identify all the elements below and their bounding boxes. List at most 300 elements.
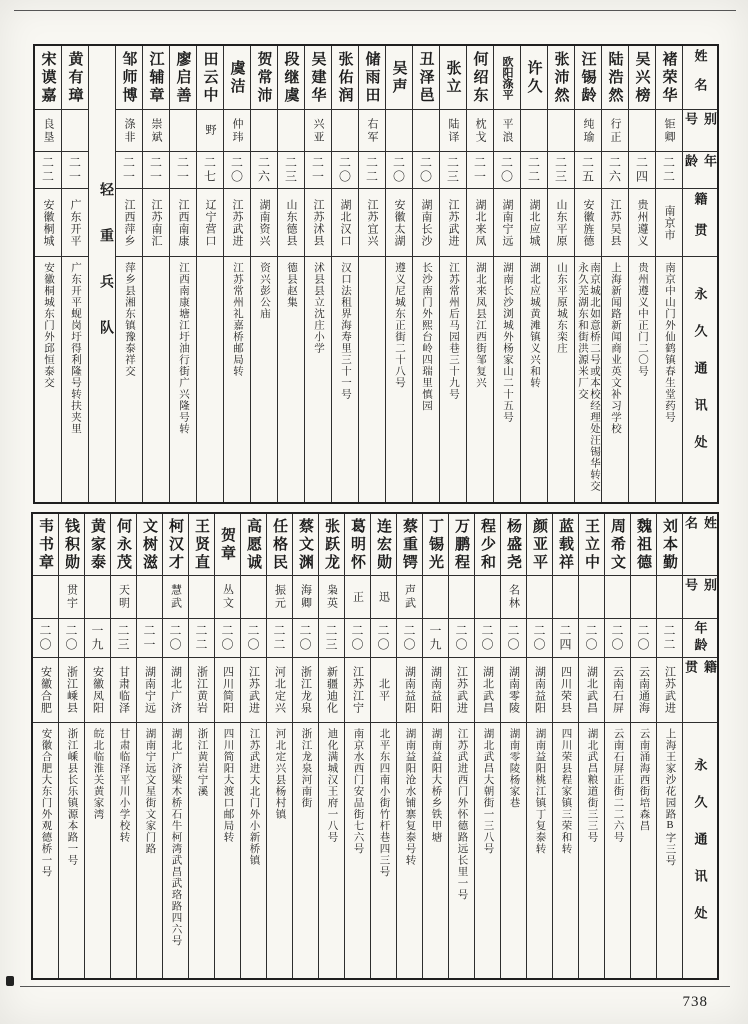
person-name [397,514,422,575]
person-alias [629,109,655,151]
person-origin-text: 江西萍乡 [123,198,135,247]
person-origin-text: 江苏武进 [455,666,468,714]
person-address-text: 江苏武进大北门外小新桥镇 [248,728,260,866]
person-name [527,514,552,575]
person-column [359,46,386,502]
person-name [494,46,520,109]
person-name [553,514,578,575]
person-address [449,722,474,978]
person-origin [170,188,196,256]
person-address-text: 四川简阳大渡口邮局转 [222,728,234,843]
person-name-text: 黄家泰 [89,517,105,572]
person-age [371,618,396,657]
person-address [575,256,601,502]
person-origin-text: 新疆迪化 [325,666,338,714]
person-alias-text: 涤非 [123,117,135,144]
person-column [251,46,278,502]
person-address [116,256,142,502]
person-name [475,514,500,575]
person-address-text: 湖北武昌大朝街一三八号 [482,728,494,855]
person-age [656,151,682,188]
person-alias [475,575,500,618]
person-address-text: 云南涌海西街培森昌 [638,728,650,832]
person-alias [332,109,358,151]
person-address [440,256,466,502]
person-name [575,46,601,109]
person-column [575,46,602,502]
person-name-text: 程少和 [479,517,495,572]
person-name-text: 丑泽邑 [417,50,434,105]
person-column [224,46,251,502]
person-age [359,151,385,188]
person-address-text: 沭县县立沈庄小学 [313,262,324,354]
person-origin [293,657,318,722]
person-age-text: 二六 [256,156,271,184]
person-origin [371,657,396,722]
person-alias [413,109,439,151]
person-age [413,151,439,188]
person-origin-text: 湖北应城 [528,198,540,247]
person-origin-text: 江苏江宁 [351,666,364,714]
person-origin-text: 湖北武昌 [585,666,598,714]
person-address [197,256,223,502]
person-age-text: 一九 [90,624,104,652]
person-address-text: 资兴彭公庙 [259,262,270,320]
page-number: 738 [682,994,708,1010]
person-name [170,46,196,109]
person-age-text: 二二 [364,156,379,184]
person-column [527,514,553,978]
person-name [657,514,682,575]
person-alias-text: 慧武 [169,584,182,610]
person-address [397,722,422,978]
person-address-text: 湖南长沙浏城外杨家山二十五号 [502,262,513,423]
person-origin [33,657,58,722]
scan-artifact-mark [6,976,14,986]
person-age [62,151,88,188]
person-name-text: 廖启善 [174,50,191,105]
person-address [59,722,84,978]
person-origin [656,188,682,256]
person-age-text: 二〇 [229,156,244,184]
person-alias [467,109,493,151]
person-column [386,46,413,502]
person-alias-text: 天明 [117,584,130,610]
person-name [267,514,292,575]
person-name-text: 杨盛尧 [505,517,521,572]
person-age [224,151,250,188]
person-age-text: 二二 [194,624,208,652]
person-origin-text: 浙江龙泉 [299,666,312,714]
person-column [215,514,241,978]
person-origin [345,657,370,722]
person-column [553,514,579,978]
column-header-alias [683,109,717,151]
person-name [319,514,344,575]
person-age [170,151,196,188]
person-address [521,256,547,502]
person-alias [224,109,250,151]
person-origin [116,188,142,256]
person-origin-text: 湖南长沙 [420,198,432,247]
person-age [575,151,601,188]
person-column [605,514,631,978]
person-address [494,256,520,502]
person-age-text: 二三 [116,624,130,652]
person-age-text: 二〇 [454,624,468,652]
person-age [111,618,136,657]
person-column [656,46,683,502]
person-name [449,514,474,575]
person-address [215,722,240,978]
person-origin-text: 云南石屏 [611,666,624,714]
person-origin [305,188,331,256]
person-column [371,514,397,978]
person-alias [345,575,370,618]
person-origin [241,657,266,722]
person-alias-text: 行正 [609,117,621,144]
person-origin-text: 湖北武昌 [481,666,494,714]
person-address [163,722,188,978]
person-age [143,151,169,188]
person-name [467,46,493,109]
person-address-text: 安徽合肥大东门外观德桥一号 [40,728,52,878]
person-column [111,514,137,978]
person-name [59,514,84,575]
person-column [423,514,449,978]
person-name-text: 万鹏程 [453,517,469,572]
person-age-text: 二〇 [610,624,624,652]
person-address [319,722,344,978]
column-header-age-text: 年龄 [683,154,717,171]
person-name [163,514,188,575]
person-name-text: 张佑润 [336,50,353,105]
person-origin [521,188,547,256]
person-origin-text: 山东德县 [285,198,297,247]
person-name [602,46,628,109]
column-header-origin [683,657,717,722]
person-age-text: 二七 [202,156,217,184]
person-name-text: 王立中 [583,517,599,572]
person-origin-text: 江苏武进 [231,198,243,247]
person-origin-text: 湖北汉口 [339,198,351,247]
person-origin-text: 北平 [377,678,390,702]
person-column [548,46,575,502]
person-alias-text: 兴亚 [312,117,324,144]
person-origin [332,188,358,256]
person-column [35,46,62,502]
person-origin-text: 广东开平 [69,198,81,247]
person-alias [197,109,223,151]
top-border-rule [14,10,736,11]
person-age [423,618,448,657]
person-name-text: 陆浩然 [606,50,623,105]
person-address-text: 南京中山门外仙鹤镇春生堂药号 [664,262,675,423]
person-origin-text: 江苏武进 [447,198,459,247]
person-alias-text: 枭英 [325,584,338,610]
person-address [278,256,304,502]
person-address [413,256,439,502]
person-address-text: 湖北武昌粮道街三三号 [586,728,598,843]
person-address [629,256,655,502]
person-origin [494,188,520,256]
column-header-origin [683,188,717,256]
person-age [293,618,318,657]
person-name-text: 连宏勋 [375,517,391,572]
person-alias-text: 良垦 [42,117,54,144]
person-address-text: 迪化满城汉王府一八号 [326,728,338,843]
person-address-text: 上海新闻路新闻商业英文补习学校 [610,262,621,435]
person-origin-text: 湖北广济 [169,666,182,714]
person-address [332,256,358,502]
person-age [521,151,547,188]
person-name-text: 韦书章 [37,517,53,572]
person-column [170,46,197,502]
person-alias [189,575,214,618]
person-address-text: 江西南康塘江圩油行街广兴隆号转 [178,262,189,435]
person-address-text: 江苏常州后马园巷三十九号 [448,262,459,400]
person-age [163,618,188,657]
person-address [548,256,574,502]
person-name [605,514,630,575]
person-address-text: 遵义尼城东正街二十八号 [394,262,405,389]
column-header-name-text: 姓名 [692,48,708,107]
person-address-text: 北平东四南小街竹杆巷四三号 [378,728,390,878]
person-alias [579,575,604,618]
person-age-text: 二〇 [298,624,312,652]
person-address-text: 湖南益阳桃江镇丁复泰转 [534,728,546,855]
person-address-text: 南京城北如意桥二号或本校经理处汪锡华转交永久芜湖东和街洪源米厂交 [577,262,600,492]
person-name-text: 蓝载祥 [557,517,573,572]
person-alias [423,575,448,618]
person-alias-text: 仲玮 [231,117,243,144]
person-age [440,151,466,188]
person-age [85,618,110,657]
person-origin [631,657,656,722]
person-name-text: 褚荣华 [660,50,677,105]
person-name-text: 贺常沛 [255,50,272,105]
person-age [605,618,630,657]
person-age [215,618,240,657]
person-address [345,722,370,978]
person-name-text: 钱积勋 [63,517,79,572]
person-address-text: 湖南益阳沧水铺寨复泰号转 [404,728,416,866]
person-origin-text: 湖南资兴 [258,198,270,247]
person-address [267,722,292,978]
person-name [423,514,448,575]
person-address [137,722,162,978]
person-name [137,514,162,575]
person-name-text: 邹师博 [120,50,137,105]
person-alias-text: 纯瑜 [582,117,594,144]
column-header-address-text: 永久通讯处 [692,287,708,472]
person-name [579,514,604,575]
person-alias [111,575,136,618]
person-origin-text: 安徽凤阳 [91,666,104,714]
person-address-text: 萍乡县湘东镇豫泰祥交 [124,262,135,377]
person-column [197,46,224,502]
person-age [33,618,58,657]
person-origin [62,188,88,256]
person-name-text: 蔡重锷 [401,517,417,572]
person-address [85,722,110,978]
person-column [332,46,359,502]
person-alias [521,109,547,151]
person-address [371,722,396,978]
person-alias [527,575,552,618]
person-name-text: 许久 [525,59,542,96]
person-age-text: 二一 [472,156,487,184]
person-alias [440,109,466,151]
person-age-text: 二〇 [168,624,182,652]
person-origin [527,657,552,722]
person-alias-text: 陆译 [447,117,459,144]
person-name [85,514,110,575]
person-origin-text: 安徽合肥 [39,666,52,714]
person-name-text: 张沛然 [552,50,569,105]
person-name-text: 张跃龙 [323,517,339,572]
person-name-text: 蔡文渊 [297,517,313,572]
person-age [305,151,331,188]
person-address [553,722,578,978]
person-address [501,722,526,978]
person-name [215,514,240,575]
person-origin-text: 湖南益阳 [403,666,416,714]
section-label-column [89,46,116,502]
person-origin [575,188,601,256]
person-alias [397,575,422,618]
person-origin [629,188,655,256]
person-alias [548,109,574,151]
person-origin-text: 湖南宁远 [143,666,156,714]
person-age-text: 二〇 [480,624,494,652]
person-name [359,46,385,109]
person-name-text: 段继虞 [282,50,299,105]
person-origin-text: 湖北来凤 [474,198,486,247]
person-name-text: 储雨田 [363,50,380,105]
person-origin-text: 甘肃临泽 [117,666,130,714]
person-name [629,46,655,109]
person-alias [657,575,682,618]
person-address [359,256,385,502]
person-name-text: 张立 [444,59,461,96]
person-origin-text: 江苏沭县 [312,198,324,247]
person-address-text: 浙江龙泉河南街 [300,728,312,809]
person-alias [163,575,188,618]
person-age [386,151,412,188]
person-address [241,722,266,978]
person-address [423,722,448,978]
person-name-text: 虞洁 [228,59,245,96]
person-age-text: 二二 [661,156,676,184]
person-origin-text: 四川简阳 [221,666,234,714]
person-age-text: 二五 [580,156,595,184]
person-alias-text: 振元 [273,584,286,610]
person-address-text: 贵州遵义中正门二〇号 [637,262,648,377]
person-column [449,514,475,978]
person-name [501,514,526,575]
person-name-text: 何永茂 [115,517,131,572]
person-column [85,514,111,978]
person-age [189,618,214,657]
person-column [163,514,189,978]
person-origin [319,657,344,722]
person-age-text: 二〇 [246,624,260,652]
person-origin [59,657,84,722]
person-column [629,46,656,502]
person-address-text: 江苏常州礼嘉桥邮局转 [232,262,243,377]
person-address [602,256,628,502]
person-origin-text: 江苏宜兴 [366,198,378,247]
person-alias-text: 平浪 [501,117,513,144]
person-alias [359,109,385,151]
person-alias [85,575,110,618]
person-age-text: 二一 [310,156,325,184]
person-origin [278,188,304,256]
person-address-text: 汉口法租界海寿里三十一号 [340,262,351,400]
person-address-text: 甘肃临泽平川小学校转 [118,728,130,843]
person-address [631,722,656,978]
person-age [631,618,656,657]
person-column [397,514,423,978]
person-name-text: 宋谟嘉 [39,50,56,105]
person-age-text: 二二 [662,624,676,652]
column-header-address [683,256,717,502]
person-age [35,151,61,188]
person-origin-text: 辽宁营口 [204,198,216,247]
person-name [62,46,88,109]
person-age-text: 二一 [67,156,82,184]
person-origin-text: 江苏吴县 [609,198,621,247]
person-alias [656,109,682,151]
person-address [143,256,169,502]
person-address-text: 河北定兴县杨村镇 [274,728,286,820]
person-alias [605,575,630,618]
person-age-text: 二〇 [350,624,364,652]
person-name-text: 任格民 [271,517,287,572]
person-name-text: 欧阳涤平 [501,55,513,100]
bottom-border-rule [20,986,730,987]
person-alias [319,575,344,618]
person-alias-text: 海卿 [299,584,312,610]
person-alias-text: 崇斌 [150,117,162,144]
person-name-text: 田云中 [201,50,218,105]
person-origin [602,188,628,256]
person-name [35,46,61,109]
person-origin [224,188,250,256]
person-age [501,618,526,657]
person-name-text: 贺章 [219,526,235,563]
column-header-name [683,46,717,109]
person-age-text: 二〇 [391,156,406,184]
person-origin-text: 湖南益阳 [429,666,442,714]
person-name [345,514,370,575]
person-age-text: 二六 [607,156,622,184]
person-name-text: 吴声 [390,59,407,96]
column-header-name-text: 姓名 [683,516,717,545]
person-address [605,722,630,978]
person-alias-text: 野 [204,124,216,137]
person-origin [548,188,574,256]
person-column [189,514,215,978]
person-origin-text: 河北定兴 [273,666,286,714]
person-address-text: 浙江嵊县长乐镇源本路一号 [66,728,78,866]
person-column [475,514,501,978]
person-address [189,722,214,978]
person-column [413,46,440,502]
person-origin-text: 浙江黄岩 [195,666,208,714]
person-age [475,618,500,657]
